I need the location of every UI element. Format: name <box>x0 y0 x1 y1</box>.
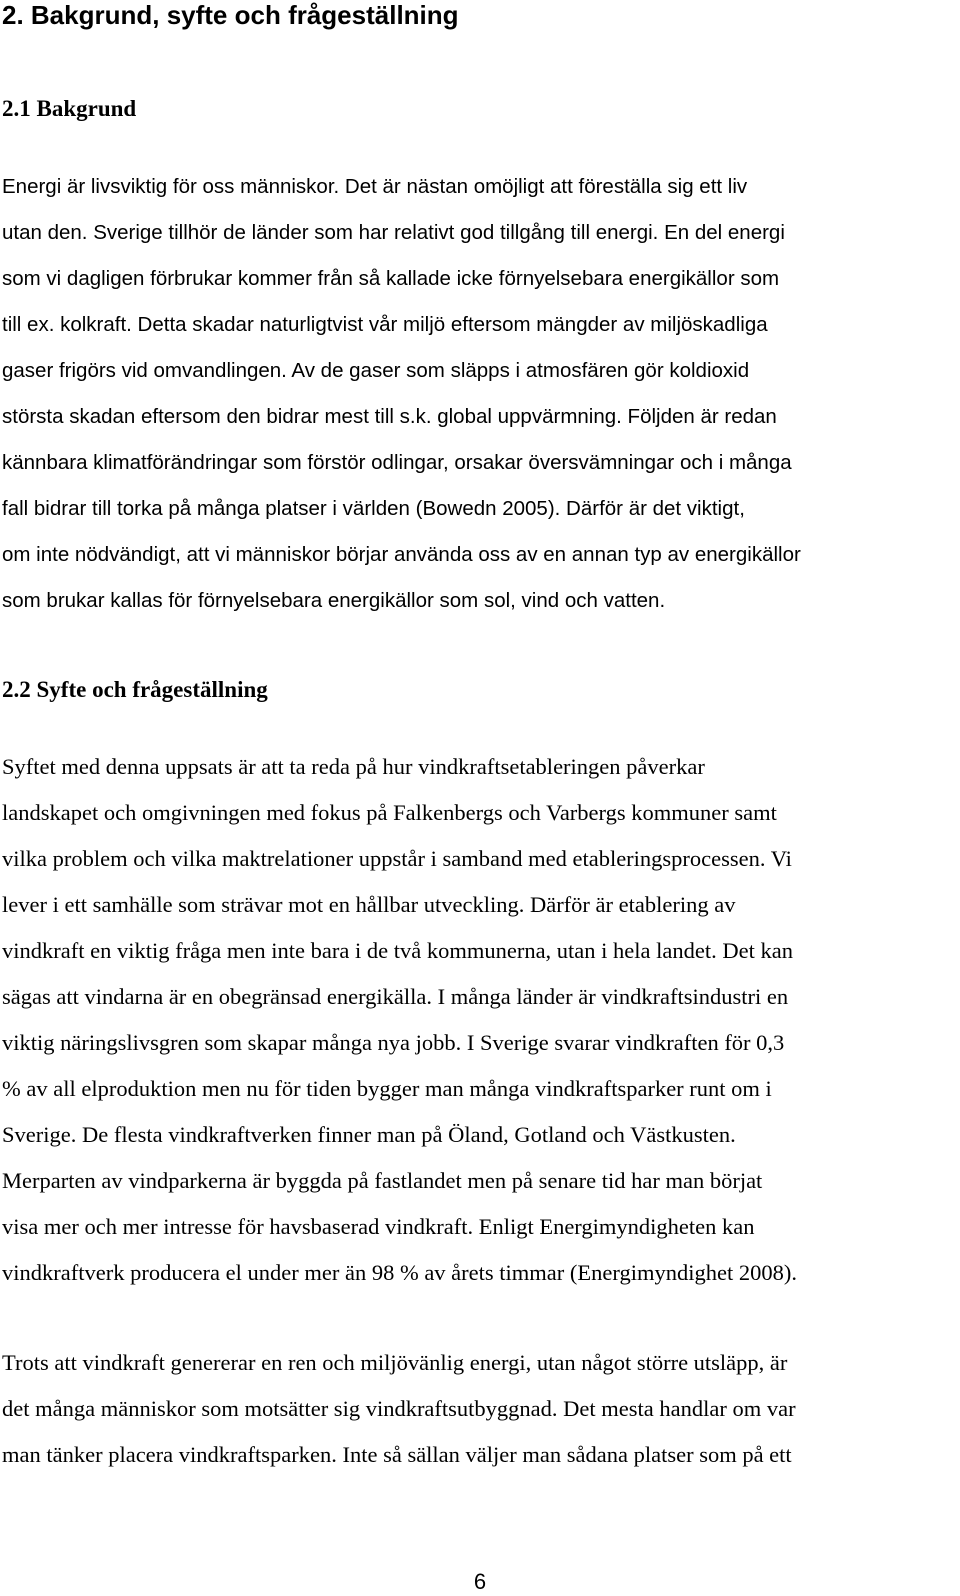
text-line: vilka problem och vilka maktrelationer uppstår i samband med etableringsprocessen. Vi <box>2 846 792 871</box>
text-line: Syftet med denna uppsats är att ta reda på hur vindkraftsetableringen påverkar <box>2 754 705 779</box>
text-line: det många människor som motsätter sig vindkraftsutbyggnad. Det mesta handlar om var <box>2 1396 796 1421</box>
page-number: 6 <box>473 1569 487 1594</box>
text-line: landskapet och omgivningen med fokus på Falkenbergs och Varbergs kommuner samt <box>2 800 777 825</box>
text-line: % av all elproduktion men nu för tiden bygger man många vindkraftsparker runt om i <box>2 1076 772 1101</box>
text-line: som brukar kallas för förnyelsebara energikällor som sol, vind och vatten. <box>2 589 666 612</box>
text-line: Energi är livsviktig för oss människor. Det är nästan omöjligt att föreställa sig ett liv <box>2 175 748 198</box>
paragraph-trots <box>2 1340 796 1478</box>
text-line: sägas att vindarna är en obegränsad energikälla. I många länder är vindkraftsindustri en <box>2 984 789 1009</box>
text-line: vindkraftverk producera el under mer än 98 % av årets timmar (Energimyndighet 2008). <box>2 1260 797 1285</box>
chapter-heading: 2. Bakgrund, syfte och frågeställning <box>2 0 459 30</box>
text-line: gaser frigörs vid omvandlingen. Av de gaser som släpps i atmosfären gör koldioxid <box>2 359 750 382</box>
text-line: kännbara klimatförändringar som förstör odlingar, orsakar översvämningar och i många <box>2 451 792 474</box>
text-line: om inte nödvändigt, att vi människor börjar använda oss av en annan typ av energikällor <box>2 543 801 566</box>
paragraph-syfte <box>2 744 797 1296</box>
text-line: som vi dagligen förbrukar kommer från så kallade icke förnyelsebara energikällor som <box>2 267 780 290</box>
text-line: viktig näringslivsgren som skapar många nya jobb. I Sverige svarar vindkraften för 0,3 <box>2 1030 785 1055</box>
text-line: Trots att vindkraft genererar en ren och miljövänlig energi, utan något större utsläpp, är <box>2 1350 788 1375</box>
text-line: till ex. kolkraft. Detta skadar naturligtvist vår miljö eftersom mängder av miljöskadliga <box>2 313 768 336</box>
text-line: visa mer och mer intresse för havsbaserad vindkraft. Enligt Energimyndigheten kan <box>2 1214 755 1239</box>
text-line: fall bidrar till torka på många platser i världen (Bowedn 2005). Därför är det viktigt, <box>2 497 745 520</box>
text-line: vindkraft en viktig fråga men inte bara i de två kommunerna, utan i hela landet. Det kan <box>2 938 793 963</box>
text-line: man tänker placera vindkraftsparken. Inte så sällan väljer man sådana platser som på ett <box>2 1442 792 1467</box>
text-line: utan den. Sverige tillhör de länder som har relativt god tillgång till energi. En del energi <box>2 221 785 244</box>
section-heading-syfte: 2.2 Syfte och frågeställning <box>2 677 268 702</box>
text-line: lever i ett samhälle som strävar mot en hållbar utveckling. Därför är etablering av <box>2 892 736 917</box>
text-line: största skadan eftersom den bidrar mest till s.k. global uppvärmning. Följden är redan <box>2 405 777 428</box>
paragraph-bakgrund <box>2 164 801 624</box>
section-heading-bakgrund: 2.1 Bakgrund <box>2 96 137 121</box>
text-line: Sverige. De flesta vindkraftverken finner man på Öland, Gotland och Västkusten. <box>2 1122 736 1147</box>
text-line: Merparten av vindparkerna är byggda på fastlandet men på senare tid har man börjat <box>2 1168 763 1193</box>
